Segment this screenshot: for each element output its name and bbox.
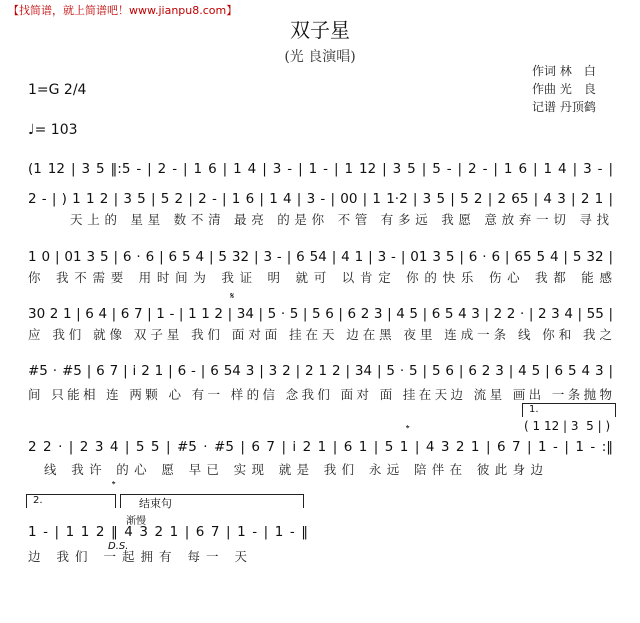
score-line-1: (1 12 | 3 5 ‖:5 - | 2 - | 1 6 | 1 4 | 3 - | 1 - | 1 12 | 3 5 | 5 - | 2 - | 1 6 | 1 4 | 3 - |	[28, 161, 613, 177]
lyricist-credit: 作词 林 白	[532, 64, 596, 78]
lyrics-line-3: 你 我不需要 用时间为 我证 明 就可 以肯定 你的快乐 伤心 我都 能感	[28, 270, 613, 285]
watermark-link[interactable]: 【找简谱，就上简谱吧！www.jianpu8.com】	[8, 4, 238, 17]
volta-1-notes: ( 1 12 | 3 5 | )	[524, 419, 611, 433]
singer-subtitle: (光 良演唱)	[284, 49, 356, 65]
lyrics-line-7: 边 我们 一起拥有 每一 天	[28, 549, 248, 564]
score-line-2: 2 - | ) 1 1 2 | 3 5 | 5 2 | 2 - | 1 6 | 1 4 | 3 - | 00 | 1 1·2 | 3 5 | 5 2 | 2 65 | 4 3 | 2 1 |	[28, 191, 613, 207]
volta-1	[522, 403, 616, 417]
song-title: 双子星	[290, 18, 350, 42]
volta-2-label: 2.	[33, 495, 43, 506]
segno-sign: 𝄋	[230, 291, 235, 302]
dal-segno-mark: D.S.	[108, 541, 129, 552]
composer-credit: 作曲 光 良	[532, 82, 596, 96]
score-line-7: 1 - | 1 1 2 ‖ 4 3 2 1 | 6 7 | 1 - | 1 - ‖	[28, 524, 308, 540]
lyrics-line-4: 应 我们 就像 双子星 我们 面对面 挂在天 边在黑 夜里 连成一条 线 你和 我之	[28, 327, 613, 342]
score-line-4: 30 2 1 | 6 4 | 6 7 | 1 - | 1 1 2 | 34 | 5 · 5 | 5 6 | 6 2 3 | 4 5 | 6 5 4 3 | 2 2 · | 2 3 4 | 55 |	[28, 306, 613, 322]
lyrics-line-2: 天上的 星星 数不清 最亮 的是你 不管 有多远 我愿 意放弃一切 寻找	[70, 212, 610, 227]
volta-2	[26, 494, 116, 508]
ending-bracket	[120, 494, 304, 508]
score-line-6: 2 2 · | 2 3 4 | 5 5 | #5 · #5 | 6 7 | i 2 1 | 6 1 | 5 1 | 4 3 2 1 | 6 7 | 1 - | 1 - :‖	[28, 439, 613, 455]
transcriber-credit: 记谱 丹顶鹤	[532, 100, 596, 114]
key-signature: 1=G 2/4	[28, 82, 87, 98]
score-line-3: 1 0 | 01 3 5 | 6 · 6 | 6 5 4 | 5 32 | 3 - | 6 54 | 4 1 | 3 - | 01 3 5 | 6 · 6 | 65 5 4 | 5 32 |	[28, 249, 613, 265]
ritardando-mark: 渐慢	[126, 516, 146, 527]
coda-sign-2: 𝄌	[112, 480, 116, 491]
lyrics-line-5: 间 只能相 连 两颗 心 有一 样的信 念我们 面对 面 挂在天边 流星 画出 一条抛物	[28, 387, 613, 402]
coda-sign-1: 𝄌	[406, 424, 410, 435]
ending-label: 结束句	[139, 497, 172, 510]
volta-1-label: 1.	[529, 404, 539, 415]
tempo-mark: ♩= 103	[28, 122, 78, 138]
score-line-5: #5 · #5 | 6 7 | i 2 1 | 6 - | 6 54 3 | 3 2 | 2 1 2 | 34 | 5 · 5 | 5 6 | 6 2 3 | 4 5 | 6 5 4 3 |	[28, 363, 613, 379]
lyrics-line-6: 线 我许 的心 愿 早已 实现 就是 我们 永远 陪伴在 彼此身边	[44, 462, 544, 477]
